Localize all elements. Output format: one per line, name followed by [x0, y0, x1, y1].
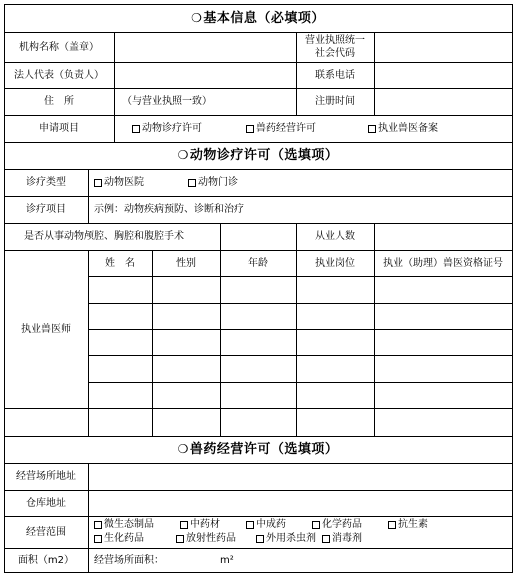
rule	[4, 142, 513, 143]
vet-header-name: 姓 名	[105, 257, 135, 269]
clinic-type-outpatient[interactable]: 动物门诊	[188, 176, 238, 189]
checkbox-icon	[312, 521, 320, 529]
scope-option-4[interactable]: 化学药品	[312, 518, 362, 532]
clinic-type-options	[88, 169, 512, 196]
credit-code-label: 营业执照统一 社会代码	[305, 35, 365, 59]
rule	[4, 196, 513, 197]
surgery-label: 是否从事动物颅腔、胸腔和腹腔手术	[24, 231, 184, 242]
rule	[88, 408, 89, 436]
rule	[220, 223, 221, 250]
scope-option-8[interactable]: 外用杀虫剂	[256, 532, 316, 546]
scope-option-2[interactable]: 中药材	[180, 518, 220, 532]
rule	[88, 463, 89, 572]
rule	[152, 250, 153, 436]
phone-field[interactable]	[374, 62, 512, 88]
vet-header-age: 年龄	[248, 257, 268, 269]
staff-count-label: 从业人数	[315, 231, 355, 242]
scope-option-3[interactable]: 中成药	[246, 518, 286, 532]
scope-option-9[interactable]: 消毒剂	[322, 532, 362, 546]
credit-code-field[interactable]	[374, 32, 512, 62]
scope-option-7[interactable]: 放射性药品	[176, 532, 236, 546]
border-right	[512, 4, 513, 573]
rule	[88, 250, 89, 408]
checkbox-icon	[246, 125, 254, 133]
site-area-label: 经营场所面积：	[94, 554, 164, 566]
phone-label: 联系电话	[315, 69, 355, 81]
clinic-items-field[interactable]	[88, 196, 512, 223]
checkbox-icon	[322, 535, 330, 543]
rule	[374, 223, 375, 250]
rule	[4, 115, 513, 116]
rule	[296, 32, 297, 115]
org-name-field[interactable]	[114, 32, 296, 62]
rule	[4, 62, 513, 63]
address-note: （与营业执照一致）	[122, 96, 212, 107]
scope-label: 经营范围	[26, 526, 66, 538]
staff-count-field[interactable]	[374, 223, 512, 250]
rule	[374, 32, 375, 115]
checkbox-icon	[180, 521, 188, 529]
section-drug-header	[4, 436, 512, 463]
scope-options	[88, 516, 512, 548]
bullet-icon: ❍	[191, 10, 203, 25]
rule	[4, 408, 513, 409]
rule	[374, 250, 375, 436]
clinic-items-value: 示例：动物疾病预防、诊断和治疗	[94, 204, 244, 215]
clinic-type-label: 诊疗类型	[26, 177, 66, 188]
rule	[296, 250, 297, 436]
checkbox-icon	[388, 521, 396, 529]
border-bottom	[4, 572, 513, 573]
vet-header-cert: 执业（助理）兽医资格证号	[383, 257, 503, 269]
rule	[296, 223, 297, 250]
scope-option-6[interactable]: 生化药品	[94, 532, 144, 546]
area-label: 面积（m2）	[17, 554, 75, 566]
vet-header-post: 执业岗位	[315, 257, 355, 269]
rule	[4, 88, 513, 89]
warehouse-label: 仓库地址	[26, 497, 66, 509]
rule	[4, 490, 513, 491]
bullet-icon: ❍	[177, 442, 189, 456]
clinic-type-hospital[interactable]: 动物医院	[94, 176, 144, 189]
section-drug-title: 兽药经营许可（选填项）	[189, 442, 339, 457]
border-left	[4, 4, 5, 573]
checkbox-icon	[188, 179, 196, 187]
site-area-field[interactable]	[88, 548, 512, 572]
checkbox-icon	[132, 125, 140, 133]
rule	[4, 436, 513, 437]
checkbox-icon	[368, 125, 376, 133]
checkbox-icon	[94, 521, 102, 529]
scope-option-1[interactable]: 微生态制品	[94, 518, 154, 532]
section-clinic-header	[4, 142, 512, 169]
checkbox-icon	[94, 179, 102, 187]
apply-label: 申请项目	[39, 123, 79, 134]
reg-time-field[interactable]	[374, 88, 512, 115]
rule	[4, 516, 513, 517]
border-top	[4, 4, 513, 5]
section-basic-title: 基本信息（必填项）	[203, 10, 325, 26]
rule	[4, 169, 513, 170]
clinic-items-label: 诊疗项目	[26, 204, 66, 215]
surgery-field[interactable]	[220, 223, 296, 250]
checkbox-icon	[176, 535, 184, 543]
rule	[4, 223, 513, 224]
address-field[interactable]	[114, 88, 296, 115]
area-unit: m²	[220, 554, 234, 566]
checkbox-icon	[256, 535, 264, 543]
rule	[4, 32, 513, 33]
apply-option-clinic[interactable]: 动物诊疗许可	[132, 122, 202, 135]
address-label: 住 所	[44, 96, 74, 107]
checkbox-icon	[246, 521, 254, 529]
org-name-label: 机构名称（盖章）	[19, 41, 99, 53]
vet-label: 执业兽医师	[21, 323, 71, 335]
rule	[4, 548, 513, 549]
legal-rep-label: 法人代表（负责人）	[14, 69, 104, 81]
rule	[4, 250, 513, 251]
site-address-field[interactable]	[88, 463, 512, 490]
reg-time-label: 注册时间	[315, 96, 355, 107]
bullet-icon: ❍	[177, 148, 189, 162]
checkbox-icon	[94, 535, 102, 543]
rule	[88, 169, 89, 223]
section-basic-header	[4, 4, 512, 32]
section-clinic-title: 动物诊疗许可（选填项）	[189, 148, 339, 163]
apply-option-drug[interactable]: 兽药经营许可	[246, 122, 316, 135]
site-address-label: 经营场所地址	[16, 471, 76, 482]
legal-rep-field[interactable]	[114, 62, 296, 88]
rule	[4, 463, 513, 464]
scope-option-5[interactable]: 抗生素	[388, 518, 428, 532]
rule	[220, 250, 221, 436]
vet-header-gender: 性别	[176, 257, 196, 269]
rule	[114, 32, 115, 142]
apply-option-vet[interactable]: 执业兽医备案	[368, 122, 438, 135]
warehouse-field[interactable]	[88, 490, 512, 516]
apply-options	[114, 115, 512, 142]
